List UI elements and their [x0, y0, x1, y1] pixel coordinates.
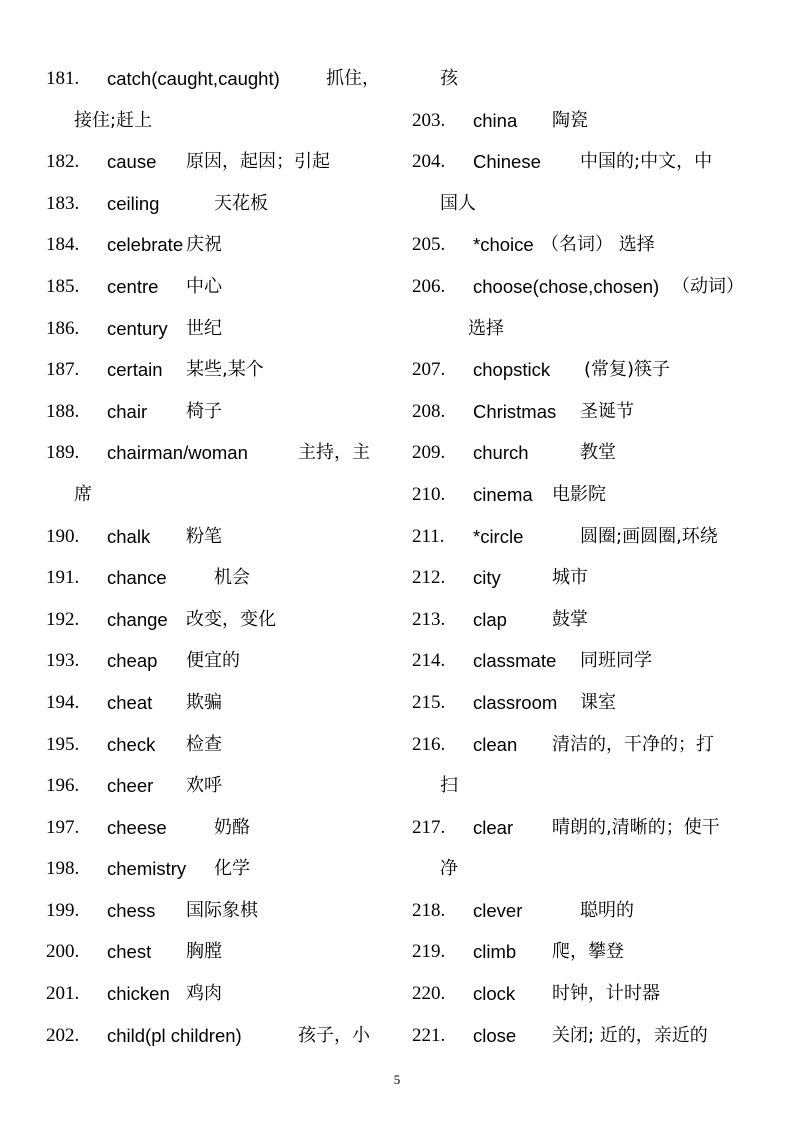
vocabulary-entry [46, 640, 391, 682]
entry-number: 206. [412, 275, 446, 297]
entry-word: classroom [473, 691, 558, 713]
entry-meaning: 圆圈;画圆圈,环绕 [580, 525, 718, 547]
vocabulary-entry [46, 931, 391, 973]
vocabulary-entry [412, 224, 757, 266]
entry-meaning: 城市 [552, 567, 588, 589]
vocabulary-entry [46, 432, 391, 474]
entry-word: ceiling [107, 192, 160, 214]
vocabulary-entry [46, 58, 391, 100]
entry-meaning: 陶瓷 [552, 109, 588, 131]
vocabulary-entry [412, 432, 757, 474]
entry-meaning: 爬，攀登 [552, 941, 624, 963]
entry-meaning: 圣诞节 [580, 400, 634, 422]
entry-word: chance [107, 567, 167, 589]
entry-number: 187. [46, 359, 80, 381]
vocabulary-entry [412, 557, 757, 599]
vocabulary-entry [46, 224, 391, 266]
entry-number: 218. [412, 899, 446, 921]
vocabulary-entry [412, 807, 757, 849]
vocabulary-entry [412, 391, 757, 433]
vocabulary-entry [46, 516, 391, 558]
entry-word: check [107, 733, 156, 755]
entry-continuation [412, 308, 757, 350]
entry-word: Christmas [473, 400, 557, 422]
entry-number: 198. [46, 858, 80, 880]
meaning-continuation: 净 [440, 858, 458, 880]
vocabulary-entry [46, 682, 391, 724]
entry-meaning: 奶酪 [214, 816, 250, 838]
entry-number: 205. [412, 234, 446, 256]
entry-number: 188. [46, 400, 80, 422]
entry-meaning: 椅子 [186, 400, 222, 422]
entry-number: 195. [46, 733, 80, 755]
vocabulary-entry [412, 973, 757, 1015]
vocabulary-entry [412, 516, 757, 558]
vocabulary-entry [46, 599, 391, 641]
entry-number: 210. [412, 483, 446, 505]
vocabulary-entry [46, 807, 391, 849]
entry-number: 217. [412, 816, 446, 838]
entry-number: 182. [46, 151, 80, 173]
entry-word: clap [473, 608, 507, 630]
entry-word: *circle [473, 525, 524, 547]
entry-number: 213. [412, 608, 446, 630]
entry-meaning: 欺骗 [186, 691, 222, 713]
meaning-continuation: 席 [74, 483, 92, 505]
vocabulary-entry [46, 848, 391, 890]
entry-meaning: 教堂 [580, 442, 616, 464]
entry-word: climb [473, 941, 517, 963]
vocabulary-entry [46, 765, 391, 807]
entry-word: cheese [107, 816, 167, 838]
entry-number: 199. [46, 899, 80, 921]
entry-word: chemistry [107, 858, 187, 880]
vocabulary-entry [412, 100, 757, 142]
entry-continuation [412, 848, 757, 890]
entry-number: 216. [412, 733, 446, 755]
entry-number: 211. [412, 525, 445, 547]
vocabulary-entry [46, 349, 391, 391]
meaning-continuation: 接住;赶上 [74, 109, 153, 131]
entry-number: 207. [412, 359, 446, 381]
entry-number: 208. [412, 400, 446, 422]
entry-meaning: 时钟，计时器 [552, 983, 660, 1005]
vocabulary-entry [412, 724, 757, 766]
entry-meaning: 中国的;中文，中 [580, 151, 713, 173]
entry-number: 183. [46, 192, 80, 214]
entry-continuation [46, 100, 391, 142]
entry-number: 201. [46, 983, 80, 1005]
vocabulary-entry [46, 557, 391, 599]
vocabulary-entry [46, 183, 391, 225]
meaning-continuation: 扫 [440, 775, 458, 797]
entry-meaning: 电影院 [552, 483, 606, 505]
entry-word: church [473, 442, 529, 464]
entry-word: chair [107, 400, 148, 422]
vocabulary-entry [412, 474, 757, 516]
vocabulary-entry [46, 266, 391, 308]
vocabulary-entry [412, 599, 757, 641]
entry-number: 196. [46, 775, 80, 797]
entry-number: 209. [412, 442, 446, 464]
vocabulary-entry [46, 1015, 391, 1057]
entry-number: 186. [46, 317, 80, 339]
entry-meaning: 机会 [214, 567, 250, 589]
entry-meaning: 改变，变化 [186, 608, 276, 630]
entry-number: 203. [412, 109, 446, 131]
entry-word: celebrate [107, 234, 184, 256]
entry-meaning: 主持，主 [298, 442, 370, 464]
vocabulary-column-right [412, 58, 757, 1056]
entry-number: 214. [412, 650, 446, 672]
entry-meaning: 关闭; 近的，亲近的 [552, 1024, 708, 1046]
entry-word: classmate [473, 650, 557, 672]
entry-continuation [412, 765, 757, 807]
entry-word: cause [107, 151, 157, 173]
vocabulary-entry [46, 890, 391, 932]
vocabulary-entry [412, 349, 757, 391]
entry-word: century [107, 317, 168, 339]
entry-word: chicken [107, 983, 170, 1005]
meaning-continuation: 国人 [440, 192, 476, 214]
entry-word: Chinese [473, 151, 541, 173]
vocabulary-entry [46, 391, 391, 433]
entry-meaning: 欢呼 [186, 775, 222, 797]
entry-meaning: 清洁的，干净的；打 [552, 733, 714, 755]
entry-meaning: 同班同学 [580, 650, 652, 672]
vocabulary-entry [46, 141, 391, 183]
entry-meaning: 原因，起因；引起 [186, 151, 330, 173]
entry-word: clock [473, 983, 516, 1005]
entry-word: city [473, 567, 501, 589]
entry-meaning: 鼓掌 [552, 608, 588, 630]
entry-number: 181. [46, 68, 80, 89]
entry-number: 184. [46, 234, 80, 256]
vocabulary-entry [412, 141, 757, 183]
entry-number: 191. [46, 567, 80, 589]
entry-meaning: 庆祝 [186, 234, 222, 256]
entry-meaning: 晴朗的,清晰的；使干 [552, 816, 720, 838]
vocabulary-entry [412, 266, 757, 308]
entry-word: choose(chose,chosen) [473, 275, 660, 297]
entry-continuation [412, 183, 757, 225]
entry-word: chopstick [473, 359, 551, 381]
entry-number: 221. [412, 1024, 446, 1046]
entry-number: 212. [412, 567, 446, 589]
entry-word: chess [107, 899, 156, 921]
entry-word: cheap [107, 650, 158, 672]
vocabulary-entry [412, 682, 757, 724]
entry-meaning: 粉笔 [186, 525, 222, 547]
entry-number: 192. [46, 608, 80, 630]
page-number: 5 [393, 1072, 401, 1087]
vocabulary-entry [46, 308, 391, 350]
entry-word: centre [107, 275, 159, 297]
entry-meaning: 孩子，小 [298, 1024, 370, 1046]
entry-meaning: 某些,某个 [186, 359, 264, 381]
entry-number: 190. [46, 525, 80, 547]
entry-number: 215. [412, 691, 446, 713]
entry-meaning: 化学 [214, 858, 250, 880]
entry-continuation [46, 474, 391, 516]
entry-number: 200. [46, 941, 80, 963]
entry-word: catch(caught,caught) [107, 68, 280, 89]
entry-word: certain [107, 359, 163, 381]
entry-word: child(pl children) [107, 1024, 242, 1046]
entry-meaning: 中心 [186, 275, 222, 297]
entry-word: clever [473, 899, 523, 921]
entry-meaning: 世纪 [186, 317, 222, 339]
entry-number: 202. [46, 1024, 80, 1046]
vocabulary-entry [46, 973, 391, 1015]
entry-word: clean [473, 733, 518, 755]
entry-number: 220. [412, 983, 446, 1005]
entry-meaning: 胸膛 [186, 941, 222, 963]
entry-meaning: 便宜的 [186, 650, 240, 672]
entry-meaning: 检查 [186, 733, 222, 755]
entry-number: 185. [46, 275, 80, 297]
entry-meaning: 课室 [580, 691, 616, 713]
entry-meaning: （名词） 选择 [541, 234, 655, 256]
entry-continuation [412, 58, 757, 100]
entry-meaning: （动词） [672, 275, 744, 297]
vocabulary-entry [412, 1015, 757, 1057]
entry-word: clear [473, 816, 514, 838]
vocabulary-entry [412, 890, 757, 932]
entry-meaning: 抓住， [326, 68, 380, 89]
meaning-continuation: 孩 [440, 68, 458, 89]
entry-meaning: 国际象棋 [186, 899, 258, 921]
entry-meaning: 天花板 [214, 192, 268, 214]
meaning-continuation: 选择 [468, 317, 504, 339]
entry-word: cheer [107, 775, 154, 797]
entry-word: china [473, 109, 518, 131]
entry-number: 194. [46, 691, 80, 713]
entry-word: chest [107, 941, 152, 963]
entry-meaning: 聪明的 [580, 899, 634, 921]
vocabulary-entry [412, 640, 757, 682]
entry-word: change [107, 608, 168, 630]
entry-meaning: (常复)筷子 [584, 359, 671, 381]
entry-word: *choice [473, 234, 534, 256]
entry-number: 219. [412, 941, 446, 963]
entry-number: 204. [412, 151, 446, 173]
entry-number: 197. [46, 816, 80, 838]
entry-word: chairman/woman [107, 442, 248, 464]
entry-number: 189. [46, 442, 80, 464]
entry-word: close [473, 1024, 517, 1046]
entry-word: chalk [107, 525, 151, 547]
vocabulary-entry [46, 724, 391, 766]
vocabulary-entry [412, 931, 757, 973]
entry-number: 193. [46, 650, 80, 672]
entry-word: cheat [107, 691, 153, 713]
entry-meaning: 鸡肉 [186, 983, 222, 1005]
vocabulary-column-left [46, 58, 391, 1056]
entry-word: cinema [473, 483, 533, 505]
